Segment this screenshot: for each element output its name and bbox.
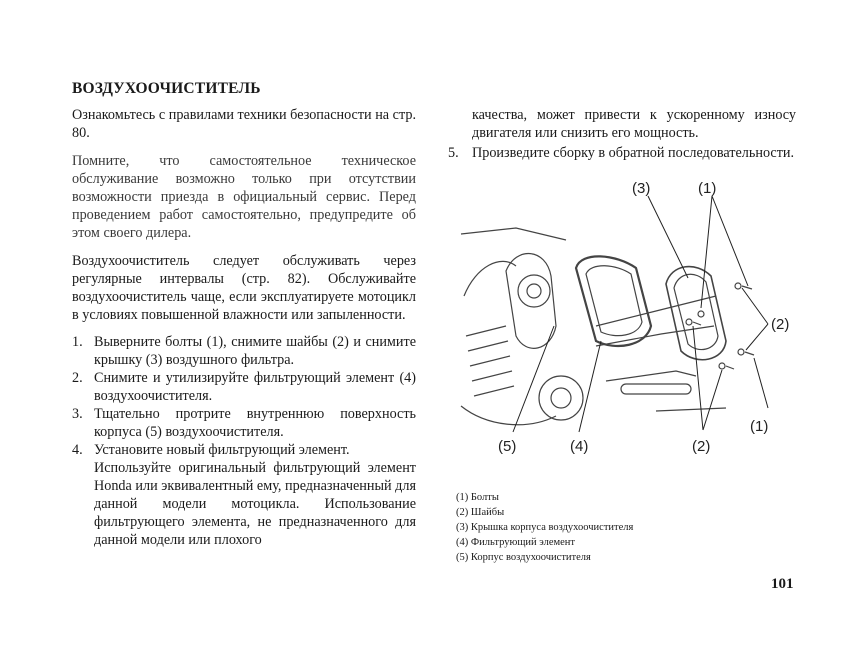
leader-4 <box>579 341 601 432</box>
diagram-legend <box>456 490 633 565</box>
air-cleaner-diagram <box>456 176 801 461</box>
cylinder-fins <box>466 326 514 396</box>
label-2-bottom: (2) <box>692 438 711 455</box>
label-5: (5) <box>498 438 517 455</box>
leader-1-bottom <box>754 358 768 408</box>
step-number: 5. <box>448 145 459 161</box>
cover-bolt-hole <box>698 311 704 317</box>
right-column <box>448 106 796 162</box>
step-4 <box>72 441 416 459</box>
step-text: Произведите сборку в обратной последовательности. <box>472 145 795 161</box>
filter-element-inner <box>586 266 642 336</box>
step-4-detail: Используйте оригинальный фильтрующий элемент Honda или эквивалентный ему, предназначенный для данной модели мотоцикла. Использование фильтрующего элемента, не предназначенного для данной модели или плохого <box>94 460 416 548</box>
washer <box>719 363 725 369</box>
section-title: ВОЗДУХООЧИСТИТЕЛЬ <box>72 80 261 97</box>
air-cleaner-cover <box>666 267 726 360</box>
engine-cover-center <box>551 388 571 408</box>
step-2 <box>72 369 416 405</box>
air-cleaner-housing <box>506 254 556 349</box>
step-1 <box>72 333 416 369</box>
left-column <box>72 106 416 549</box>
washer <box>738 349 744 355</box>
bolt <box>745 352 754 355</box>
intro-paragraph: Воздухоочиститель следует обслуживать через регулярные интервалы (стр. 82). Обслуживайте воздухоочиститель чаще, если эксплуатируете мотоцикл в условиях повышенной влажности или запыленности. <box>72 253 416 323</box>
legend-item: (3) Крышка корпуса воздухоочистителя <box>456 522 634 533</box>
washer <box>686 319 692 325</box>
foot-peg <box>606 371 696 381</box>
leader-2-right <box>742 288 768 350</box>
label-1-top: (1) <box>698 180 717 197</box>
legend-item: (5) Корпус воздухоочистителя <box>456 552 591 563</box>
step-number: 1. <box>72 334 83 350</box>
leader-2-bottom <box>693 326 722 430</box>
legend-item: (1) Болты <box>456 492 499 503</box>
label-2-right: (2) <box>771 316 790 333</box>
washer <box>735 283 741 289</box>
step-text: Тщательно протрите внутреннюю поверхность корпуса (5) воздухоочистителя. <box>94 406 416 440</box>
safety-notice: Ознакомьтесь с правилами техники безопасности на стр. 80. <box>72 107 416 141</box>
legend-item: (2) Шайбы <box>456 507 505 518</box>
step-text: Выверните болты (1), снимите шайбы (2) и снимите крышку (3) воздушного фильтра. <box>94 334 416 368</box>
page-number: 101 <box>771 576 794 592</box>
housing-port <box>518 275 550 307</box>
step-3 <box>72 405 416 441</box>
lower-frame <box>656 408 726 411</box>
filter-element <box>576 256 651 346</box>
step-number: 2. <box>72 370 83 386</box>
engine-cover <box>539 376 583 420</box>
step-text: Снимите и утилизируйте фильтрующий элемент (4) воздухоочистителя. <box>94 370 416 404</box>
label-4: (4) <box>570 438 589 455</box>
step-number: 3. <box>72 406 83 422</box>
legend-item: (4) Фильтрующий элемент <box>456 537 576 548</box>
bolt <box>693 322 701 325</box>
step-5 <box>448 144 796 162</box>
frame-line <box>461 228 566 240</box>
exhaust-pipe <box>621 384 691 394</box>
bolt <box>726 366 734 369</box>
housing-port-inner <box>527 284 541 298</box>
service-note: Помните, что самостоятельное техническое обслуживание возможно только при отсутствии возможности приезда в официальный сервис. Перед проведением работ самостоятельно, предупредите об этом своего дилера. <box>72 153 416 241</box>
step-number: 4. <box>72 442 83 458</box>
bolt <box>742 286 752 289</box>
label-1-bottom: (1) <box>750 418 769 435</box>
step-4-continuation: качества, может привести к ускоренному износу двигателя или снизить его мощность. <box>472 107 796 141</box>
cover-inner <box>674 274 718 349</box>
leader-3 <box>648 196 688 278</box>
frame-tube <box>596 296 716 346</box>
label-3: (3) <box>632 180 651 197</box>
step-text: Установите новый фильтрующий элемент. <box>94 442 350 458</box>
